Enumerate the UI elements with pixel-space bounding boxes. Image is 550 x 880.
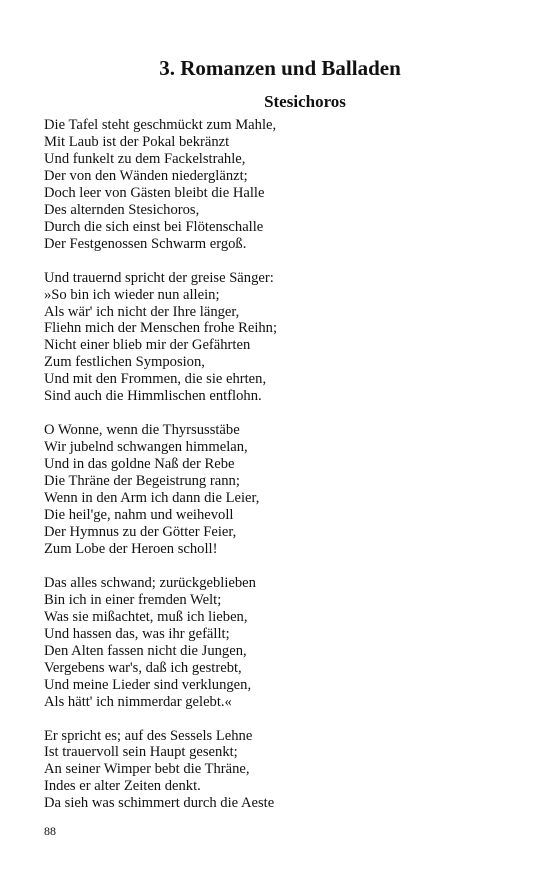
poem-line: Er spricht es; auf des Sessels Lehne <box>44 727 253 744</box>
poem-line: Die Thräne der Begeistrung rann; <box>44 473 240 490</box>
poem-line: Und meine Lieder sind verklungen, <box>44 676 252 693</box>
poem-line: Des alternden Stesichoros, <box>44 201 200 218</box>
poem-line: Und hassen das, was ihr gefällt; <box>44 625 230 642</box>
poem-line: Die heil'ge, nahm und weihevoll <box>44 507 234 524</box>
poem-body <box>44 117 514 829</box>
poem-line: Da sieh was schimmert durch die Aeste <box>44 795 275 812</box>
poem-line: Durch die sich einst bei Flötenschalle <box>44 218 264 235</box>
poem-line: Und trauernd spricht der greise Sänger: <box>44 269 274 286</box>
stanza <box>44 270 514 406</box>
poem-line: Und funkelt zu dem Fackelstrahle, <box>44 150 246 167</box>
poem-line: Der Hymnus zu der Götter Feier, <box>44 523 237 540</box>
poem-line: Der von den Wänden niederglänzt; <box>44 167 248 184</box>
stanza <box>44 728 514 813</box>
poem-line: Zum festlichen Symposion, <box>44 354 205 371</box>
poem-line: Als wär' ich nicht der Ihre länger, <box>44 303 240 320</box>
poem-line: Und in das goldne Naß der Rebe <box>44 456 235 473</box>
poem-line: Die Tafel steht geschmückt zum Mahle, <box>44 117 277 133</box>
poem-line: Das alles schwand; zurückgeblieben <box>44 574 256 591</box>
poem-line: Und mit den Frommen, die sie ehrten, <box>44 371 267 388</box>
stanza <box>44 117 514 253</box>
poem-line: Wir jubelnd schwangen himmelan, <box>44 439 248 456</box>
poem-line: Indes er alter Zeiten denkt. <box>44 778 201 795</box>
poem-line: »So bin ich wieder nun allein; <box>44 286 220 303</box>
page-number: 88 <box>44 824 56 838</box>
poem-line: Ist trauervoll sein Haupt gesenkt; <box>44 744 238 761</box>
poem-line: Nicht einer blieb mir der Gefährten <box>44 337 251 354</box>
chapter-title: 3. Romanzen und Balladen <box>159 56 401 80</box>
poem-line: Der Festgenossen Schwarm ergoß. <box>44 235 247 252</box>
poem-line: Wenn in den Arm ich dann die Leier, <box>44 490 260 507</box>
poem-line: Doch leer von Gästen bleibt die Halle <box>44 184 265 201</box>
poem-line: An seiner Wimper bebt die Thräne, <box>44 761 250 778</box>
poem-line: Den Alten fassen nicht die Jungen, <box>44 642 247 659</box>
poem-line: Zum Lobe der Heroen scholl! <box>44 540 218 557</box>
poem-line: Als hätt' ich nimmerdar gelebt.« <box>44 693 232 710</box>
poem-line: O Wonne, wenn die Thyrsusstäbe <box>44 422 240 439</box>
poem-line: Vergebens war's, daß ich gestrebt, <box>44 659 242 676</box>
stanza <box>44 575 514 711</box>
poem-line: Fliehn mich der Menschen frohe Reihn; <box>44 320 278 337</box>
poem-title: Stesichoros <box>264 92 346 111</box>
poem-line: Bin ich in einer fremden Welt; <box>44 591 222 608</box>
poem-line: Sind auch die Himmlischen entflohn. <box>44 388 262 405</box>
poem-line: Was sie mißachtet, muß ich lieben, <box>44 608 248 625</box>
stanza <box>44 422 514 558</box>
poem-line: Mit Laub ist der Pokal bekränzt <box>44 133 230 150</box>
